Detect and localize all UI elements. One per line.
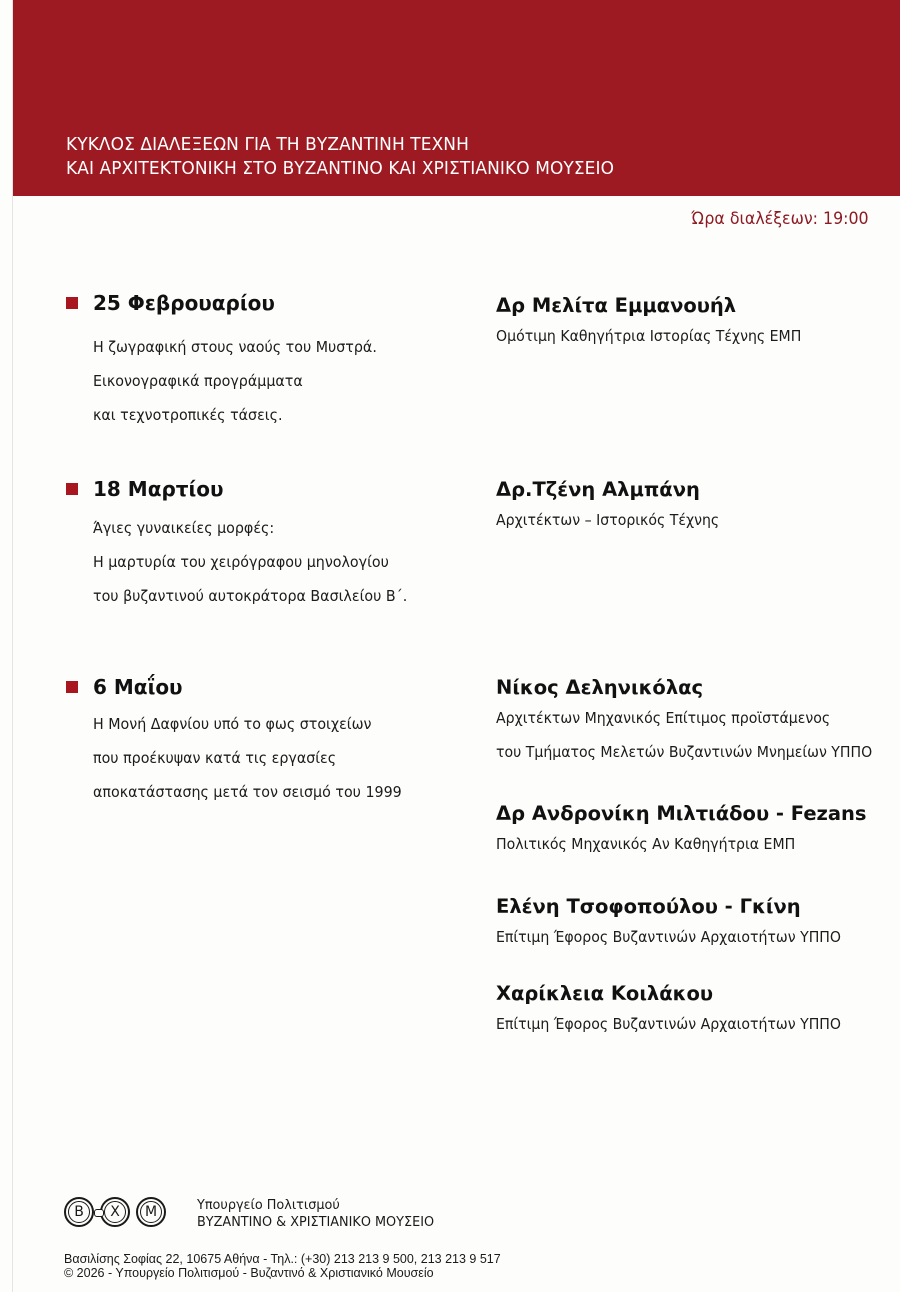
speaker-3-1: [496, 675, 896, 769]
speaker-role-line: Ομότιμη Καθηγήτρια Ιστορίας Τέχνης ΕΜΠ: [496, 327, 802, 345]
lecture-date-text: 18 Μαρτίου: [93, 477, 224, 501]
museum-logo: [64, 1197, 172, 1227]
lecture-time-note: Ώρα διαλέξεων: 19:00: [691, 209, 869, 229]
topic-line: Εικονογραφικά προγράμματα: [93, 372, 303, 390]
logo-letter: Μ: [144, 1204, 158, 1220]
ministry-name: Υπουργείο Πολιτισμού: [197, 1197, 340, 1213]
square-bullet-icon: [66, 483, 78, 495]
series-title-line-1: ΚΥΚΛΟΣ ΔΙΑΛΕΞΕΩΝ ΓΙΑ ΤΗ ΒΥΖΑΝΤΙΝΗ ΤΕΧΝΗ: [66, 135, 469, 155]
speaker-role: [496, 319, 821, 353]
topic-line: Η Μονή Δαφνίου υπό το φως στοιχείων: [93, 715, 372, 733]
lecture-date-2: [66, 477, 224, 501]
speaker-role-line: Αρχιτέκτων – Ιστορικός Τέχνης: [496, 511, 720, 529]
topic-line: αποκατάστασης μετά τον σεισμό του 1999: [93, 783, 402, 801]
logo-letter: Β: [74, 1204, 84, 1220]
speaker-name: Ελένη Τσοφοπούλου - Γκίνη: [496, 895, 801, 918]
logo-ring-b-icon: [64, 1197, 94, 1227]
lecture-date-3: [66, 675, 183, 699]
speaker-role: [496, 503, 733, 537]
speaker-3-2: [496, 801, 867, 861]
speaker-name: Δρ.Τζένη Αλμπάνη: [496, 478, 700, 501]
speaker-name: Νίκος Δεληνικόλας: [496, 676, 704, 699]
series-title: [66, 133, 631, 181]
speaker-name: Δρ Ανδρονίκη Μιλτιάδου - Fezans: [496, 802, 867, 825]
speaker-2-1: [496, 477, 733, 537]
logo-ring-m-icon: [136, 1197, 166, 1227]
lecture-topic-1: [93, 330, 392, 432]
speaker-3-4: [496, 981, 863, 1041]
lecture-date-1: [66, 291, 275, 315]
topic-line: που προέκυψαν κατά τις εργασίες: [93, 749, 337, 767]
speaker-role-line: Αρχιτέκτων Μηχανικός Επίτιμος προϊστάμενος: [496, 709, 831, 727]
speaker-role: [496, 920, 863, 954]
square-bullet-icon: [66, 297, 78, 309]
speaker-name: Δρ Μελίτα Εμμανουήλ: [496, 294, 737, 317]
topic-line: Άγιες γυναικείες μορφές:: [93, 519, 275, 537]
topic-line: Η ζωγραφική στους ναούς του Μυστρά.: [93, 338, 377, 356]
footer-organization: [197, 1197, 447, 1231]
speaker-role-line: Επίτιμη Έφορος Βυζαντινών Αρχαιοτήτων ΥΠΠΟ: [496, 1015, 842, 1033]
logo-letter: Χ: [110, 1204, 120, 1220]
lecture-topic-2: [93, 511, 424, 613]
topic-line: Η μαρτυρία του χειρόγραφου μηνολογίου: [93, 553, 389, 571]
logo-link-icon: [94, 1209, 104, 1217]
museum-name: ΒΥΖΑΝΤΙΝΟ & ΧΡΙΣΤΙΑΝΙΚΟ ΜΟΥΣΕΙΟ: [197, 1214, 435, 1230]
header-banner: [13, 0, 900, 196]
lecture-date-text: 25 Φεβρουαρίου: [93, 291, 275, 315]
speaker-role-line: Πολιτικός Μηχανικός Αν Καθηγήτρια ΕΜΠ: [496, 835, 796, 853]
speaker-role-line: Επίτιμη Έφορος Βυζαντινών Αρχαιοτήτων ΥΠΠΟ: [496, 928, 842, 946]
speaker-role-line: του Τμήματος Μελετών Βυζαντινών Μνημείων ΥΠΠΟ: [496, 743, 873, 761]
speaker-role: [496, 1007, 863, 1041]
series-title-line-2: ΚΑΙ ΑΡΧΙΤΕΚΤΟΝΙΚΗ ΣΤΟ ΒΥΖΑΝΤΙΝΟ ΚΑΙ ΧΡΙΣΤΙΑΝΙΚΟ ΜΟΥΣΕΙΟ: [66, 159, 615, 179]
speaker-1-1: [496, 293, 821, 353]
logo-ring-x-icon: [100, 1197, 130, 1227]
topic-line: και τεχνοτροπικές τάσεις.: [93, 406, 283, 424]
lecture-topic-3: [93, 707, 418, 809]
topic-line: του βυζαντινού αυτοκράτορα Βασιλείου Β΄.: [93, 587, 408, 605]
address-line: Βασιλίσης Σοφίας 22, 10675 Αθήνα - Τηλ.: (+30) 213 213 9 500, 213 213 9 517: [64, 1252, 501, 1266]
speaker-role: [496, 827, 867, 861]
footer-contact: [64, 1252, 501, 1280]
speaker-name: Χαρίκλεια Κοιλάκου: [496, 982, 714, 1005]
square-bullet-icon: [66, 681, 78, 693]
speaker-role: [496, 701, 896, 769]
speaker-3-3: [496, 894, 863, 954]
copyright-line: © 2026 - Υπουργείο Πολιτισμού - Βυζαντινό & Χριστιανικό Μουσείο: [64, 1266, 434, 1280]
lecture-date-text: 6 Μαΐου: [93, 675, 183, 699]
